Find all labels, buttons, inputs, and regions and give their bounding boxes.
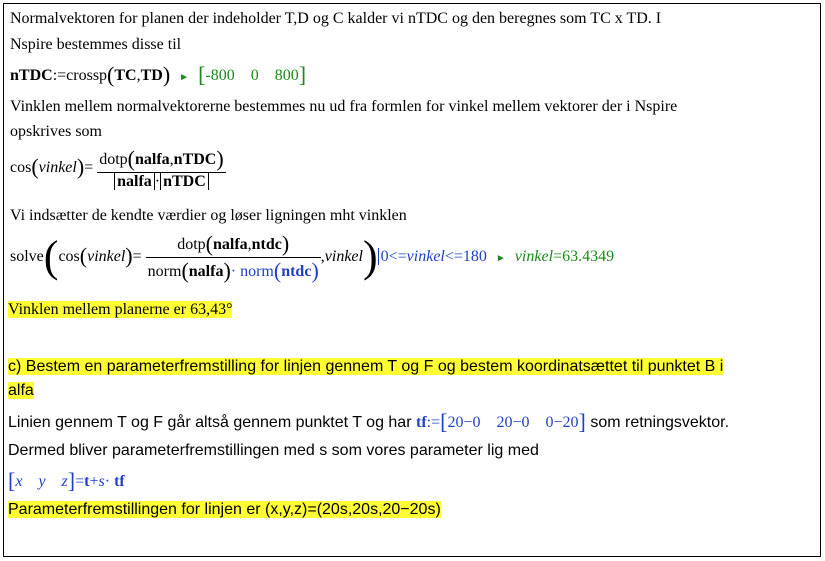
formula-den-a: nalfa <box>117 173 152 190</box>
arrow-right-small-icon: ► <box>495 253 506 265</box>
question-c-text2: alfa <box>8 382 34 399</box>
question-c-text1: c) Bestem en parameterfremstilling for linjen gennem T og F og bestem koordinatsættet til punktet B i <box>8 358 724 375</box>
question-c-line2 <box>8 382 34 400</box>
solve-norm2: norm <box>240 263 274 280</box>
paragraph-dermed: Dermed bliver parameterfremstillingen med s som vores parameter lig med <box>8 442 539 459</box>
calc-ntdc-arg2: TD <box>140 67 163 84</box>
result-eq: = <box>553 248 563 266</box>
result-value: -800 <box>205 67 235 84</box>
solve-result <box>515 248 614 265</box>
formula-num-arg2: nTDC <box>173 151 217 168</box>
paragraph-vinkel-line1: Vinklen mellem normalvektorerne bestemmes nu ud fra formlen for vinkel mellem vektorer der i Nspire <box>10 98 678 115</box>
answer-param <box>8 501 441 519</box>
param-plus: + <box>89 473 99 490</box>
formula-den-dot: · <box>154 173 161 190</box>
solve-num-fn: dotp <box>177 236 206 253</box>
constraint-var: vinkel <box>406 248 445 266</box>
solve-den-a: nalfa <box>188 263 224 280</box>
calc-solve-row[interactable]: solve(cos(vinkel)= $\frac{\text{dotp(nalfa,ntdc)}}{\text{norm(nalfa)· norm(ntdc)}}$ ,vinkel) 0<=vinkel<=180 ► vinkel=63.4349 <box>10 231 615 283</box>
formula-eq: = <box>84 159 94 177</box>
solve-fn: solve <box>10 248 44 266</box>
formula-fraction: $\frac{\text{dotp(nalfa,nTDC)}}{\text{nalfa · nTDC}}$ <box>99 146 224 190</box>
solve-constraint <box>378 248 487 265</box>
result-val: 63.4349 <box>562 248 615 266</box>
tf-expression: tf:=[20−0 20−0 0−20] <box>415 409 586 434</box>
solve-var2: vinkel <box>324 248 363 266</box>
solve-cos: cos <box>58 248 80 266</box>
param-dot: · <box>104 473 111 490</box>
arrow-right-small-icon: ► <box>179 72 190 83</box>
result-value: 0 <box>250 67 259 84</box>
paragraph-indsaetter: Vi indsætter de kendte værdier og løser ligningen mht vinklen <box>10 207 407 224</box>
formula-num-arg1: nalfa <box>135 151 170 168</box>
param-s: s <box>98 473 105 490</box>
result-value: 800 <box>274 67 299 84</box>
solve-var: vinkel <box>87 248 126 266</box>
calc-ntdc-row[interactable]: nTDC:=crossp(TC,TD) ► [-800 0 800] <box>10 62 307 87</box>
question-c-line1 <box>8 358 723 376</box>
solve-fraction: $\frac{\text{dotp(nalfa,ntdc)}}{\text{norm(nalfa)· norm(ntdc)}}$ <box>147 231 319 283</box>
param-eq-sign: = <box>75 473 85 490</box>
calc-ntdc-lhs: nTDC <box>10 67 53 84</box>
vec-y: y <box>38 473 46 490</box>
formula-num-fn: dotp <box>99 151 128 168</box>
calc-ntdc-result: [-800 0 800] <box>198 62 307 87</box>
param-t: t <box>84 473 90 490</box>
solve-num-arg1: nalfa <box>212 236 248 253</box>
paragraph-normalvektor-line2: Nspire bestemmes disse til <box>10 36 182 53</box>
solve-den-dot: · <box>230 263 237 280</box>
formula-var: vinkel <box>38 159 77 177</box>
param-equation[interactable]: [x y z]=t+s· tf <box>8 468 125 493</box>
solve-norm1: norm <box>147 263 182 280</box>
vec-x: x <box>15 473 23 490</box>
tf-value: 20−0 <box>496 414 530 431</box>
answer-param-text: Parameterfremstillingen for linjen er (x,y,z)=(20s,20s,20−20s) <box>8 501 441 518</box>
tf-var: tf <box>415 414 427 431</box>
paragraph-normalvektor-line1: Normalvektoren for planen der indeholder T,D og C kalder vi nTDC og den beregnes som TC x TD. I <box>10 10 662 27</box>
constraint-lo: 0<= <box>380 248 407 266</box>
tf-value: 20−0 <box>447 414 481 431</box>
line-text-post: som retningsvektor. <box>590 414 730 431</box>
formula-den-b: nTDC <box>163 173 206 190</box>
calc-ntdc-assign: :=crossp <box>52 67 108 84</box>
solve-num-arg2: ntdc <box>251 236 282 253</box>
formula-cos: cos <box>10 159 32 177</box>
paragraph-vinkel-line2: opskrives som <box>10 123 102 140</box>
constraint-hi: <=180 <box>444 248 487 266</box>
solve-den-b: ntdc <box>281 263 312 280</box>
line-text-pre: Linien gennem T og F går altså gennem punktet T og har <box>8 414 412 431</box>
calc-tf-row[interactable] <box>8 409 729 435</box>
calc-ntdc-arg1: TC <box>114 67 137 84</box>
tf-assign: := <box>426 414 441 431</box>
vec-z: z <box>61 473 68 490</box>
tf-value: 0−20 <box>545 414 579 431</box>
param-tf: tf <box>114 473 125 490</box>
answer-vinkel-text: Vinklen mellem planerne er 63,43° <box>8 301 233 318</box>
result-var: vinkel <box>514 248 554 266</box>
answer-vinkel <box>8 301 232 319</box>
formula-cos-vinkel[interactable]: cos(vinkel)= $\frac{\text{dotp(nalfa,nTDC)}}{\text{nalfa · nTDC}}$ <box>10 146 224 190</box>
